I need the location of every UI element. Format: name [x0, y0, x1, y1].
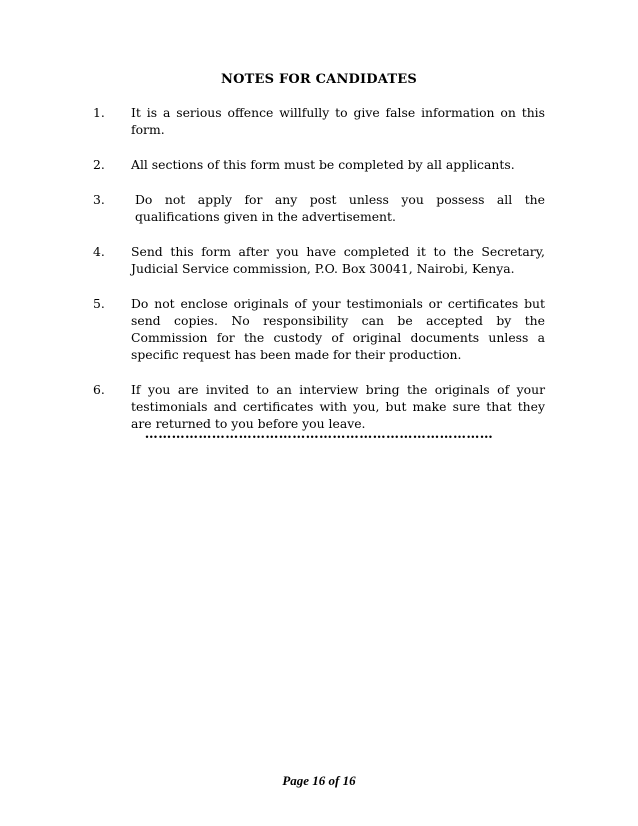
note-number: 3.: [93, 192, 105, 207]
note-item-6: [93, 381, 545, 432]
separator-dots: ……………………………………………………………………: [144, 427, 494, 442]
note-item-5: [93, 295, 545, 363]
page-footer: Page 16 of 16: [282, 773, 356, 788]
notes-list: [93, 104, 545, 450]
note-text: Send this form after you have completed it to the Secretary, Judicial Service commission, P.O. Box 30041, Nairobi, Kenya.: [131, 244, 545, 276]
note-text: If you are invited to an interview bring the originals of your testimonials and certificates with you, but make sure that they are returned to you before you leave.: [131, 382, 545, 431]
note-text: All sections of this form must be completed by all applicants.: [131, 157, 515, 172]
note-text: It is a serious offence willfully to give false information on this form.: [131, 105, 545, 137]
note-text: Do not enclose originals of your testimonials or certificates but send copies. No responsibility can be accepted by the Commission for the custody of original documents unless a specific request has been made for their production.: [131, 296, 545, 362]
note-number: 5.: [93, 296, 105, 311]
note-number: 6.: [93, 382, 105, 397]
note-item-2: [93, 156, 545, 173]
note-number: 2.: [93, 157, 105, 172]
note-text: Do not apply for any post unless you possess all the qualifications given in the advertisement.: [135, 192, 545, 224]
note-number: 4.: [93, 244, 105, 259]
note-number: 1.: [93, 105, 105, 120]
note-item-3: [93, 191, 545, 225]
note-item-4: [93, 243, 545, 277]
note-item-1: [93, 104, 545, 138]
page-title: NOTES FOR CANDIDATES: [221, 72, 417, 87]
